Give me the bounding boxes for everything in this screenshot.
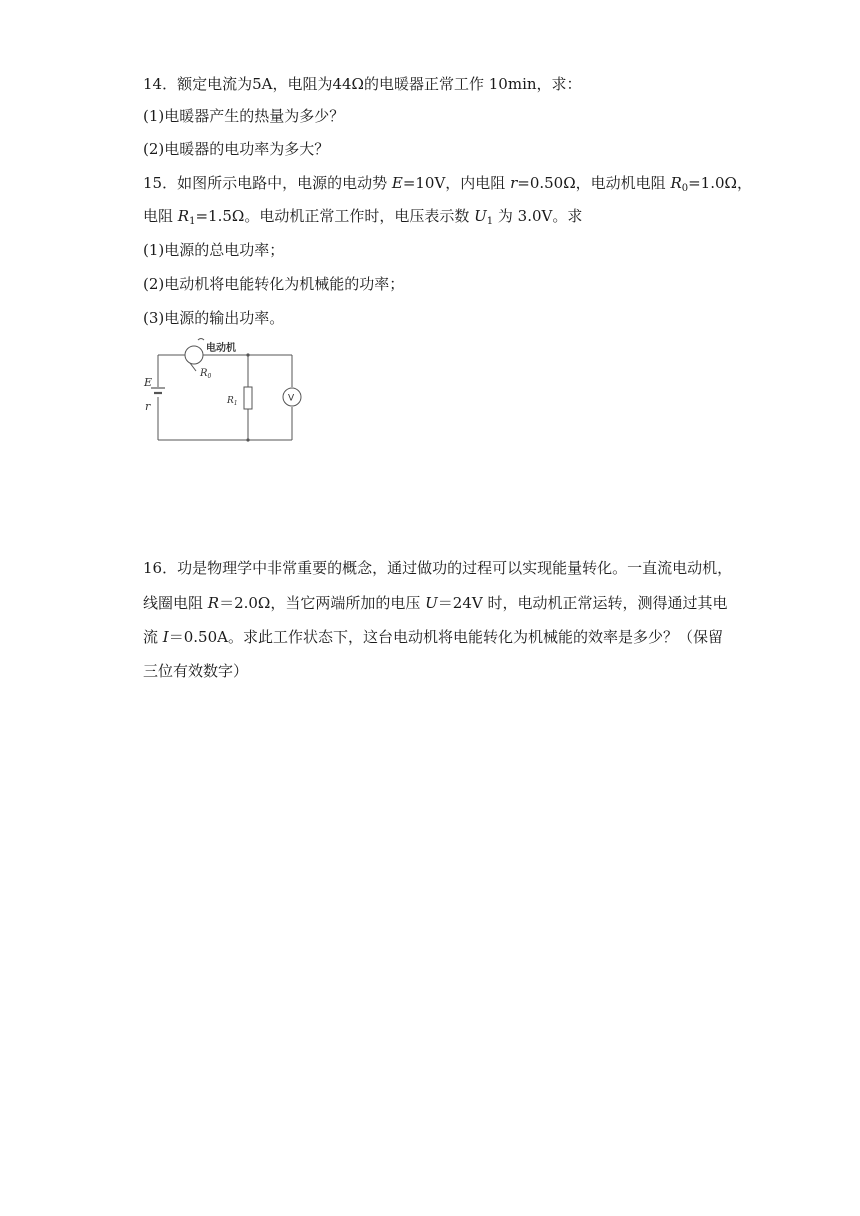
q14-part-2: (2)电暖器的电功率为多大？: [143, 140, 330, 158]
q15-part-2: (2)电动机将电能转化为机械能的功率；: [143, 275, 405, 293]
q15-part-3: (3)电源的输出功率。: [143, 309, 285, 327]
motor-label: 电动机: [206, 343, 236, 354]
circuit-diagram: [140, 335, 310, 450]
resistor-r1-symbol: [244, 387, 252, 409]
q14-stem: 14．额定电流为5A，电阻为44Ω的电暖器正常工作 10min，求：: [143, 75, 582, 93]
motor-symbol: [185, 346, 203, 364]
q16-line-3: 流 I＝0.50A。求此工作状态下，这台电动机将电能转化为机械能的效率是多少？（保留: [143, 628, 723, 646]
resistor-r1-label: $R_1$: [227, 396, 238, 407]
q16-line-2: 线圈电阻 R＝2.0Ω，当它两端所加的电压 U＝24V 时，电动机正常运转，测得通过其电: [143, 594, 728, 612]
q16-line-1: 16．功是物理学中非常重要的概念，通过做功的过程可以实现能量转化。一直流电动机，: [143, 559, 733, 577]
motor-resistor-label: $R_0$: [200, 368, 212, 380]
q15-stem-line-1: 15．如图所示电路中，电源的电动势 E=10V，内电阻 r=0.50Ω，电动机电阻 $R_0=1.0\Omega$，: [143, 174, 752, 194]
voltmeter-label: V: [288, 393, 295, 404]
q14-part-1: (1)电暖器产生的热量为多少？: [143, 107, 345, 125]
source-r-label: r: [145, 400, 151, 413]
q15-part-1: (1)电源的总电功率；: [143, 241, 285, 259]
q16-line-4: 三位有效数字）: [143, 662, 249, 680]
q15-stem-line-2: 电阻 $R_1=1.5\Omega$。电动机正常工作时，电压表示数 $U_1$ 为 3.0V。求: [143, 207, 583, 227]
source-emf-label: E: [144, 376, 153, 389]
